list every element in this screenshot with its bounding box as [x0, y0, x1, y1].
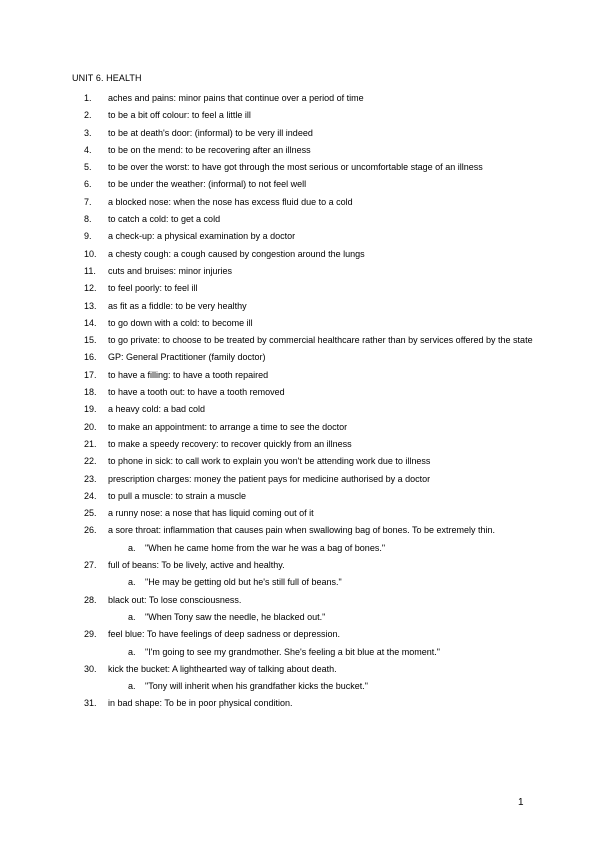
list-item [0, 176, 600, 193]
list-item [0, 298, 600, 315]
list-item-text: a blocked nose: when the nose has excess fluid due to a cold [108, 196, 353, 207]
list-item [0, 695, 600, 712]
example-letter: a. [128, 681, 136, 692]
example-letter: a. [128, 577, 136, 588]
list-item-number: 6. [84, 179, 92, 190]
list-item-number: 11. [84, 265, 96, 276]
example-text: "I'm going to see my grandmother. She's feeling a bit blue at the moment." [145, 646, 440, 657]
example-item [0, 678, 600, 695]
example-text: "When Tony saw the needle, he blacked out." [145, 611, 326, 622]
list-item-number: 26. [84, 525, 97, 536]
list-item-text: to be at death's door: (informal) to be very ill indeed [108, 127, 313, 138]
vocabulary-list [0, 90, 600, 713]
list-item-text: a heavy cold: a bad cold [108, 404, 206, 415]
list-item-text: cuts and bruises: minor injuries [108, 265, 233, 276]
list-item-text: to make an appointment: to arrange a time to see the doctor [108, 421, 348, 432]
list-item [0, 488, 600, 505]
list-item [0, 332, 600, 349]
list-item [0, 125, 600, 142]
list-item [0, 228, 600, 245]
list-item [0, 626, 600, 643]
list-item [0, 453, 600, 470]
list-item-text: to be a bit off colour: to feel a little ill [108, 110, 251, 121]
example-letter: a. [128, 611, 136, 622]
list-item-text: to go down with a cold: to become ill [108, 317, 253, 328]
list-item-text: in bad shape: To be in poor physical condition. [108, 698, 293, 709]
list-item-text: to be under the weather: (informal) to not feel well [108, 179, 307, 190]
list-item [0, 401, 600, 418]
list-item [0, 349, 600, 366]
list-item [0, 471, 600, 488]
list-item [0, 505, 600, 522]
list-item [0, 436, 600, 453]
list-item [0, 194, 600, 211]
list-item-number: 28. [84, 594, 97, 605]
list-item [0, 557, 600, 574]
list-item-number: 9. [84, 231, 92, 242]
example-item [0, 540, 600, 557]
list-item [0, 246, 600, 263]
list-item [0, 592, 600, 609]
page-number: 1 [518, 797, 524, 808]
example-letter: a. [128, 542, 136, 553]
list-item-text: to phone in sick: to call work to explain you won't be attending work due to illness [108, 456, 431, 467]
list-item [0, 280, 600, 297]
list-item-text: to be over the worst: to have got through the most serious or uncomfortable stage of an illness [108, 162, 483, 173]
list-item-text: to make a speedy recovery: to recover quickly from an illness [108, 438, 352, 449]
list-item-text: aches and pains: minor pains that continue over a period of time [108, 93, 364, 103]
list-item-number: 5. [84, 162, 92, 173]
list-item-text: prescription charges: money the patient pays for medicine authorised by a doctor [108, 473, 431, 484]
list-item-number: 13. [84, 300, 97, 311]
list-item-text: to be on the mend: to be recovering after an illness [108, 144, 311, 155]
list-item [0, 367, 600, 384]
list-item-number: 24. [84, 490, 97, 501]
example-letter: a. [128, 646, 136, 657]
list-item-text: to catch a cold: to get a cold [108, 214, 221, 225]
list-item-number: 8. [84, 214, 92, 225]
list-item-number: 18. [84, 387, 97, 398]
example-item [0, 644, 600, 661]
list-item-number: 16. [84, 352, 97, 363]
list-item [0, 384, 600, 401]
list-item [0, 90, 600, 107]
list-item-text: a sore throat: inflammation that causes pain when swallowing bag of bones. To be extremely thin. [108, 525, 496, 536]
list-item-number: 20. [84, 421, 97, 432]
list-item-text: to feel poorly: to feel ill [108, 283, 198, 294]
list-item-number: 19. [84, 404, 97, 415]
list-item-number: 30. [84, 663, 97, 674]
list-item-number: 12. [84, 283, 97, 294]
list-item-number: 21. [84, 438, 97, 449]
list-item-number: 14. [84, 317, 97, 328]
list-item-number: 7. [84, 196, 92, 207]
list-item [0, 315, 600, 332]
list-item-number: 31. [84, 698, 97, 709]
list-item-text: to have a filling: to have a tooth repaired [108, 369, 269, 380]
example-text: "When he came home from the war he was a bag of bones." [145, 542, 386, 553]
unit-heading: UNIT 6. HEALTH [72, 73, 142, 83]
list-item-text: as fit as a fiddle: to be very healthy [108, 300, 247, 311]
example-item [0, 609, 600, 626]
example-text: "He may be getting old but he's still full of beans." [145, 577, 342, 588]
list-item [0, 142, 600, 159]
list-item-text: a check-up: a physical examination by a doctor [108, 231, 296, 242]
list-item-text: to pull a muscle: to strain a muscle [108, 490, 247, 501]
list-item-number: 1. [84, 93, 92, 103]
list-item-number: 27. [84, 560, 97, 571]
list-item-number: 4. [84, 144, 92, 155]
list-item [0, 263, 600, 280]
example-text: "Tony will inherit when his grandfather kicks the bucket." [145, 681, 368, 692]
list-item-text: a runny nose: a nose that has liquid coming out of it [108, 508, 314, 519]
list-item [0, 522, 600, 539]
list-item-number: 15. [84, 335, 97, 346]
list-item-text: feel blue: To have feelings of deep sadness or depression. [108, 629, 340, 640]
example-item [0, 574, 600, 591]
list-item-number: 22. [84, 456, 97, 467]
list-item-text: to have a tooth out: to have a tooth removed [108, 387, 285, 398]
list-item-text: GP: General Practitioner (family doctor) [108, 352, 266, 363]
list-item [0, 661, 600, 678]
list-item-text: to go private: to choose to be treated by commercial healthcare rather than by services offered by the state [108, 335, 533, 346]
list-item [0, 107, 600, 124]
list-item-text: black out: To lose consciousness. [108, 594, 242, 605]
list-item-number: 3. [84, 127, 92, 138]
list-item-number: 29. [84, 629, 97, 640]
list-item-text: a chesty cough: a cough caused by congestion around the lungs [108, 248, 365, 259]
list-item-number: 25. [84, 508, 97, 519]
list-item-number: 23. [84, 473, 97, 484]
list-item [0, 419, 600, 436]
list-item-text: full of beans: To be lively, active and healthy. [108, 560, 285, 571]
list-item [0, 159, 600, 176]
list-item-text: kick the bucket: A lighthearted way of talking about death. [108, 663, 337, 674]
list-item-number: 10. [84, 248, 97, 259]
list-item-number: 17. [84, 369, 97, 380]
list-item [0, 211, 600, 228]
list-item-number: 2. [84, 110, 92, 121]
